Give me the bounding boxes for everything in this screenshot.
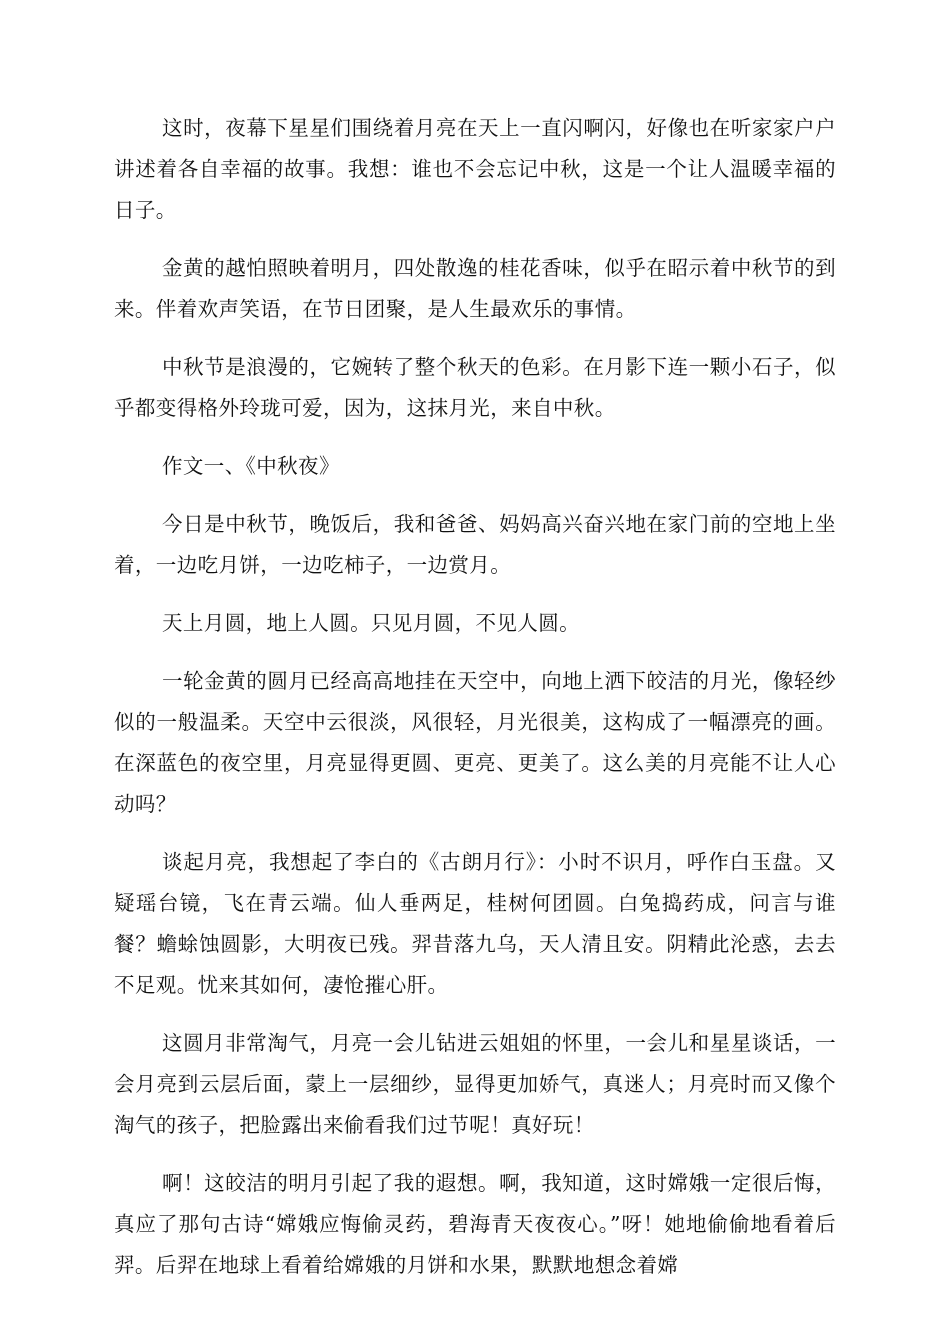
paragraph-1: 这时，夜幕下星星们围绕着月亮在天上一直闪啊闪，好像也在听家家户户讲述着各自幸福的故事。我想：谁也不会忘记中秋，这是一个让人温暖幸福的日子。 (114, 116, 836, 222)
document-body (114, 108, 836, 1303)
paragraph-7: 一轮金黄的圆月已经高高地挂在天空中，向地上洒下皎洁的月光，像轻纱似的一般温柔。天空中云很淡，风很轻，月光很美，这构成了一幅漂亮的画。在深蓝色的夜空里，月亮显得更圆、更亮、更美了。这么美的月亮能不让人心动吗？ (114, 669, 836, 816)
paragraph-8: 谈起月亮，我想起了李白的《古朗月行》：小时不识月，呼作白玉盘。又疑瑶台镜，飞在青云端。仙人垂两足，桂树何团圆。白兔捣药成，问言与谁餐？蟾蜍蚀圆影，大明夜已残。羿昔落九乌，天人清且安。阴精此沦惑，去去不足观。忧来其如何，凄怆摧心肝。 (114, 850, 836, 997)
paragraph-2: 金黄的越怕照映着明月，四处散逸的桂花香味，似乎在昭示着中秋节的到来。伴着欢声笑语，在节日团聚，是人生最欢乐的事情。 (114, 256, 836, 321)
essay-title: 作文一、《中秋夜》 (162, 454, 340, 478)
paragraph-10: 啊！这皎洁的明月引起了我的遐想。啊，我知道，这时嫦娥一定很后悔，真应了那句古诗“嫦娥应悔偷灵药，碧海青天夜夜心。”呀！她地偷偷地看着后羿。后羿在地球上看着给嫦娥的月饼和水果，默默地想念着嫦 (114, 1171, 836, 1277)
paragraph-9: 这圆月非常淘气，月亮一会儿钻进云姐姐的怀里，一会儿和星星谈话，一会月亮到云层后面，蒙上一层细纱，显得更加娇气，真迷人；月亮时而又像个淘气的孩子，把脸露出来偷看我们过节呢！真好玩！ (114, 1031, 836, 1137)
paragraph-6: 天上月圆，地上人圆。只见月圆，不见人圆。 (162, 611, 580, 635)
paragraph-5: 今日是中秋节，晚饭后，我和爸爸、妈妈高兴奋兴地在家门前的空地上坐着，一边吃月饼，一边吃柿子，一边赏月。 (114, 512, 836, 577)
paragraph-3: 中秋节是浪漫的，它婉转了整个秋天的色彩。在月影下连一颗小石子，似乎都变得格外玲珑可爱，因为，这抹月光，来自中秋。 (114, 355, 836, 420)
